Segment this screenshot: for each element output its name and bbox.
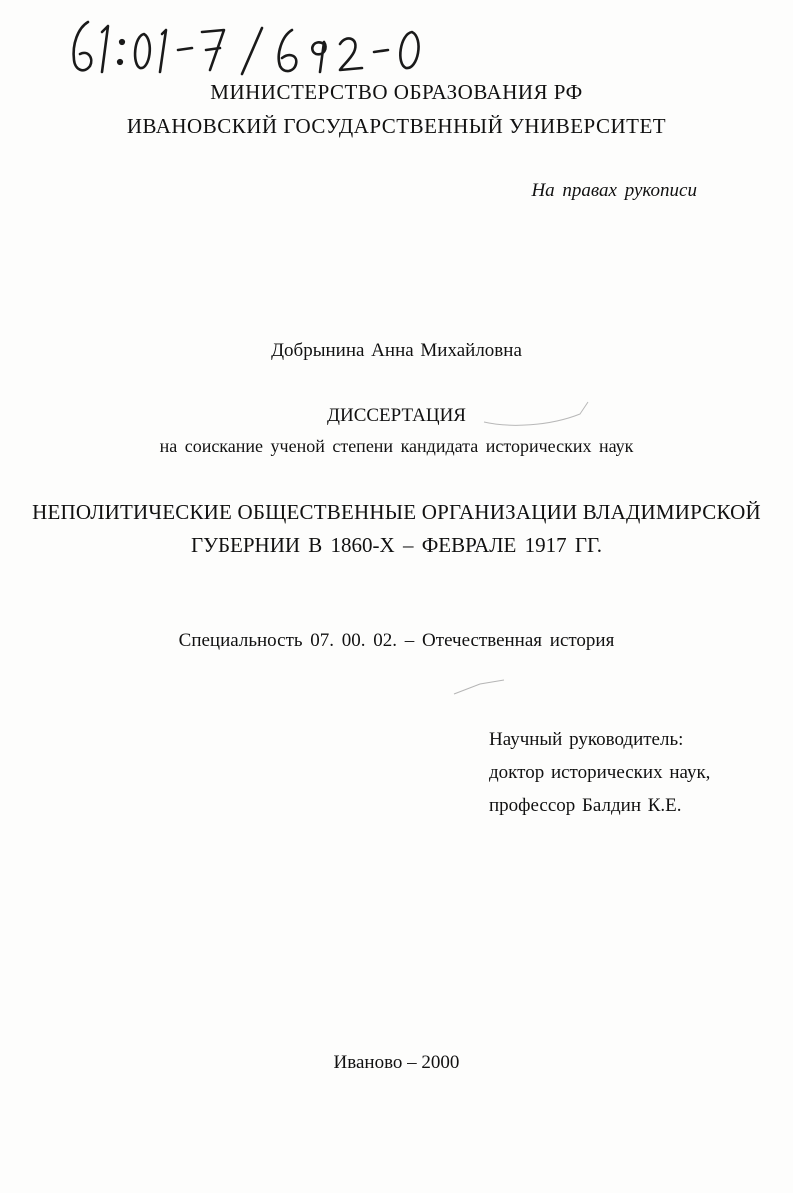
specialty-line: Специальность 07. 00. 02. – Отечественная история [178, 630, 615, 651]
thesis-title-line-2: ГУБЕРНИИ В 1860-Х – ФЕВРАЛЕ 1917 ГГ. [190, 533, 603, 557]
degree-line: на соискание ученой степени кандидата исторических наук [159, 436, 634, 456]
university-name: ИВАНОВСКИЙ ГОСУДАРСТВЕННЫЙ УНИВЕРСИТЕТ [126, 114, 667, 138]
author-name: Добрынина Анна Михайловна [271, 340, 522, 361]
city-and-year: Иваново – 2000 [333, 1052, 460, 1073]
catalog-number [62, 14, 422, 84]
ministry-name: МИНИСТЕРСТВО ОБРАЗОВАНИЯ РФ [210, 80, 583, 104]
supervisor-degree: доктор исторических наук, [489, 762, 711, 783]
rights-note: На правах рукописи [531, 180, 697, 201]
supervisor-role: Научный руководитель: [489, 729, 684, 750]
supervisor-name: профессор Балдин К.Е. [489, 795, 682, 816]
thesis-title-line-1: НЕПОЛИТИЧЕСКИЕ ОБЩЕСТВЕННЫЕ ОРГАНИЗАЦИИ ВЛАДИМИРСКОЙ [32, 500, 761, 524]
pencil-mark [450, 676, 510, 698]
document-type: ДИССЕРТАЦИЯ [327, 405, 466, 426]
